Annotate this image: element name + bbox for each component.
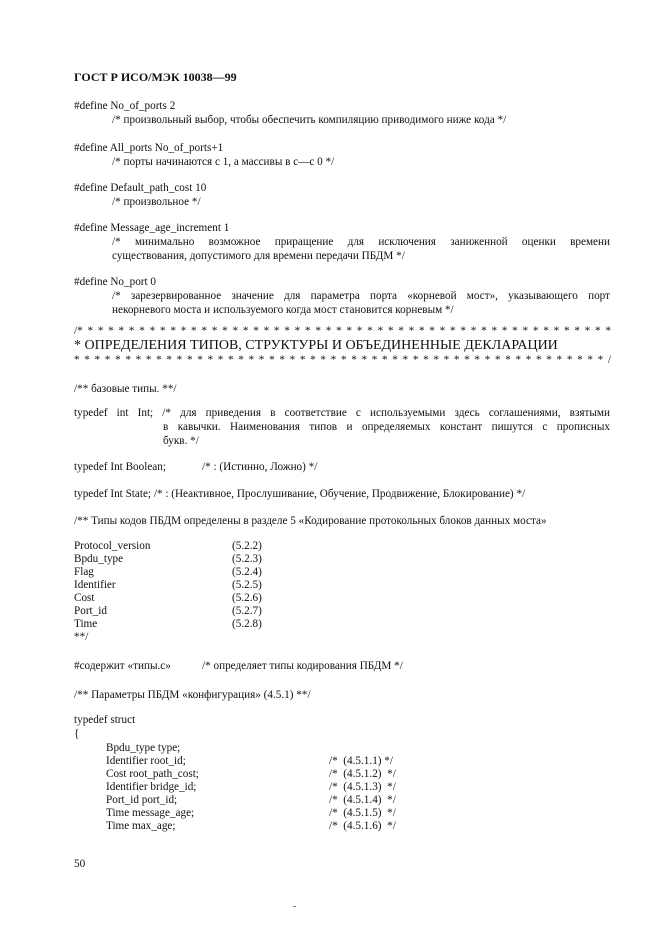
define-comment: некорневого моста и используемого когда мост становится корневым */ [112,304,454,316]
bpdu-type-ref: (5.2.4) [232,566,262,578]
config-heading: /** Параметры ПБДМ «конфигурация» (4.5.1) **/ [74,689,311,701]
define-message-age-increment: #define Message_age_increment 1 [74,222,230,234]
define-comment: /* произвольное */ [112,196,201,208]
config-field: Cost root_path_cost; [106,768,199,780]
bpdu-type-ref: (5.2.6) [232,592,262,604]
bpdu-type-name: Cost [74,592,95,604]
config-field: Time message_age; [106,807,195,819]
base-types-heading: /** базовые типы. **/ [74,383,177,395]
int-typedef: typedef int Int; /* для приведения в соответствие с используемыми здесь соглашениями, взятыми [74,407,610,419]
define-no-of-ports: #define No_of_ports 2 [74,100,176,112]
page-number: 50 [74,858,86,870]
define-comment: /* порты начинаются с 1, а массивы в с—с 0 */ [112,156,335,168]
bpdu-type-ref: (5.2.3) [232,553,262,565]
document-header: ГОСТ Р ИСО/МЭК 10038—99 [74,70,237,84]
config-field-ref: /* (4.5.1.1) */ [329,755,394,767]
define-default-path-cost: #define Default_path_cost 10 [74,182,207,194]
config-field: Time max_age; [106,820,176,832]
config-field-ref: /* (4.5.1.4) */ [329,794,396,806]
config-typedef: typedef struct [74,714,136,726]
bpdu-type-name: Port_id [74,605,107,617]
bpdu-type-name: Identifier [74,579,116,591]
bpdu-types-close: **/ [74,631,89,643]
banner-bottom-stars: * * * * * * * * * * * * * * * * * * * * * * * * * * * * * * * * * * * * * * * * * * * * * * * * * * * * / [74,354,611,366]
boolean-typedef: typedef Int Boolean; [74,461,166,473]
config-field-ref: /* (4.5.1.3) */ [329,781,396,793]
state-typedef: typedef Int State; /* : (Неактивное, Прослушивание, Обучение, Продвижение, Блокирование) */ [74,488,526,500]
include-comment: /* определяет типы кодирования ПБДМ */ [202,660,403,672]
config-open-brace: { [74,728,80,740]
banner-top-stars: /* * * * * * * * * * * * * * * * * * * * * * * * * * * * * * * * * * * * * * * * * * * * * * * * * * * * [74,325,611,337]
bpdu-types-heading: /** Типы кодов ПБДМ определены в разделе 5 «Кодирование протокольных блоков данных моста» [74,515,547,527]
include-directive: #содержит «типы.с» [74,660,171,672]
bpdu-type-ref: (5.2.7) [232,605,262,617]
bpdu-type-ref: (5.2.5) [232,579,262,591]
bpdu-type-ref: (5.2.8) [232,618,262,630]
bpdu-type-name: Flag [74,566,94,578]
define-comment: /* зарезервированное значение для параметра порта «корневой мост», указывающего порт [112,290,610,302]
config-field: Identifier bridge_id; [106,781,197,793]
config-field: Port_id port_id; [106,794,178,806]
banner-title: * ОПРЕДЕЛЕНИЯ ТИПОВ, СТРУКТУРЫ И ОБЪЕДИНЕННЫЕ ДЕКЛАРАЦИИ [74,338,558,353]
define-comment: существования, допустимого для времени передачи ПБДМ */ [112,250,405,262]
config-field: Bpdu_type type; [106,742,181,754]
int-typedef-cont: в кавычки. Наименования типов и определяемых констант пишутся с прописных [163,421,610,433]
int-typedef-cont: букв. */ [163,435,199,447]
config-field: Identifier root_id; [106,755,186,767]
scan-speck [293,906,296,907]
config-field-ref: /* (4.5.1.5) */ [329,807,396,819]
config-field-ref: /* (4.5.1.2) */ [329,768,396,780]
bpdu-type-name: Time [74,618,98,630]
define-all-ports: #define All_ports No_of_ports+1 [74,142,224,154]
bpdu-type-name: Bpdu_type [74,553,124,565]
define-comment: /* минимально возможное приращение для исключения заниженной оценки времени [112,236,610,248]
define-comment: /* произвольный выбор, чтобы обеспечить компиляцию приводимого ниже кода */ [112,114,507,126]
bpdu-type-name: Protocol_version [74,540,151,552]
boolean-comment: /* : (Истинно, Ложно) */ [202,461,318,473]
define-no-port: #define No_port 0 [74,276,157,288]
bpdu-type-ref: (5.2.2) [232,540,262,552]
config-field-ref: /* (4.5.1.6) */ [329,820,396,832]
